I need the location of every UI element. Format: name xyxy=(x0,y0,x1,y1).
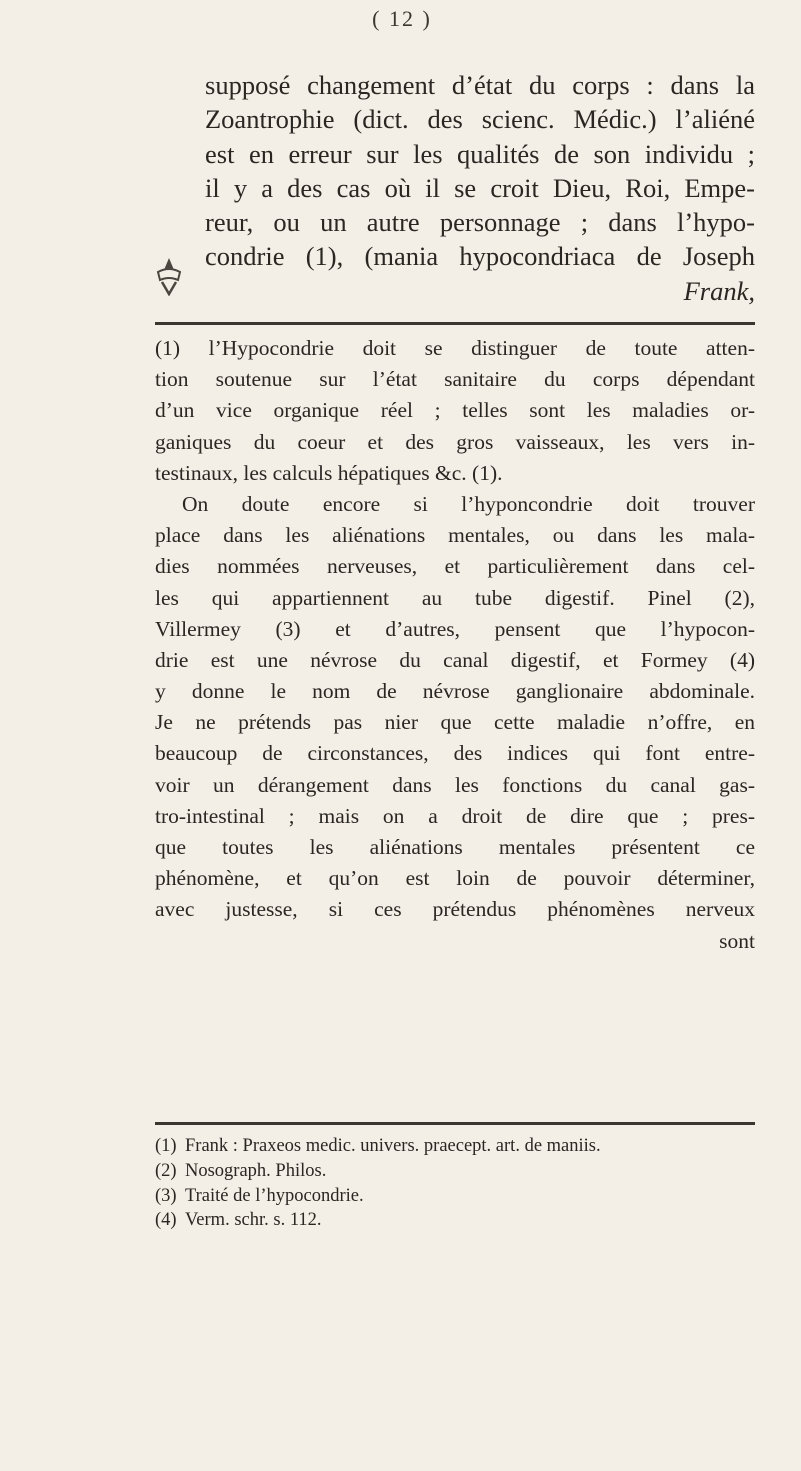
reference-item xyxy=(155,1184,755,1209)
reference-item xyxy=(155,1134,755,1159)
footnote-line: voir un dérangement dans les fonctions du canal gas- xyxy=(155,772,755,797)
footnote-line: d’un vice organique réel ; telles sont les maladies or- xyxy=(155,398,755,423)
reference-text: Nosograph. Philos. xyxy=(185,1160,327,1181)
text-line: Zoantrophie (dict. des scienc. Médic.) l’aliéné xyxy=(205,104,755,135)
page-number: ( 12 ) xyxy=(372,6,432,31)
footnote-line: les qui appartiennent au tube digestif. Pinel (2), xyxy=(155,585,755,610)
text-line: condrie (1), (mania hypocondriaca de Joseph xyxy=(205,241,755,272)
footnote-line: Villermey (3) et d’autres, pensent que l’hypocon- xyxy=(155,616,755,641)
reference-number: (1) xyxy=(155,1136,177,1156)
catchword: sont xyxy=(719,928,755,953)
reference-text: Frank : Praxeos medic. univers. praecept. art. de maniis. xyxy=(185,1136,601,1156)
library-stamp-icon xyxy=(152,256,186,296)
footnote-line: avec justesse, si ces prétendus phénomènes nerveux xyxy=(155,897,755,922)
reference-list xyxy=(155,1134,755,1233)
footnote-divider xyxy=(155,322,755,325)
text-line: il y a des cas où il se croit Dieu, Roi, Empe- xyxy=(205,172,755,203)
footnote-line: drie est une névrose du canal digestif, et Formey (4) xyxy=(155,647,755,672)
footnote-line: Je ne prétends pas nier que cette maladie n’offre, en xyxy=(155,710,755,735)
author-name: Frank, xyxy=(683,275,755,306)
reference-text: Traité de l’hypocondrie. xyxy=(185,1185,364,1206)
reference-number: (4) xyxy=(155,1210,177,1231)
footnote-line: (1) l’Hypocondrie doit se distinguer de toute atten- xyxy=(155,336,755,360)
reference-number: (3) xyxy=(155,1185,177,1206)
reference-item xyxy=(155,1208,755,1233)
footnote-line: y donne le nom de névrose ganglionaire abdominale. xyxy=(155,679,755,704)
footnote-line: que toutes les aliénations mentales présentent ce xyxy=(155,835,755,859)
footnote-line: dies nommées nerveuses, et particulièrement dans cel- xyxy=(155,554,755,579)
text-line: reur, ou un autre personnage ; dans l’hypo- xyxy=(205,207,755,238)
text-line xyxy=(205,274,755,308)
footnote-line: tion soutenue sur l’état sanitaire du corps dépendant xyxy=(155,367,755,392)
reference-text: Verm. schr. s. 112. xyxy=(185,1210,322,1231)
main-text-block xyxy=(205,68,755,308)
footnote-line: testinaux, les calculs hépatiques &c. (1). xyxy=(155,460,503,485)
reference-divider xyxy=(155,1122,755,1125)
reference-number: (2) xyxy=(155,1160,177,1181)
text-line: est en erreur sur les qualités de son individu ; xyxy=(205,138,755,169)
footnote-line: place dans les aliénations mentales, ou dans les mala- xyxy=(155,523,755,548)
text-line: supposé changement d’état du corps : dans la xyxy=(205,70,755,100)
footnote-line: ganiques du coeur et des gros vaisseaux, les vers in- xyxy=(155,429,755,454)
footnote-line: On doute encore si l’hyponcondrie doit trouver xyxy=(182,491,755,516)
footnote-line: phénomène, et qu’on est loin de pouvoir déterminer, xyxy=(155,866,755,891)
footnote-block xyxy=(155,333,755,957)
footnote-line: beaucoup de circonstances, des indices qui font entre- xyxy=(155,741,755,766)
footnote-line: tro-intestinal ; mais on a droit de dire que ; pres- xyxy=(155,803,755,828)
reference-item xyxy=(155,1159,755,1184)
